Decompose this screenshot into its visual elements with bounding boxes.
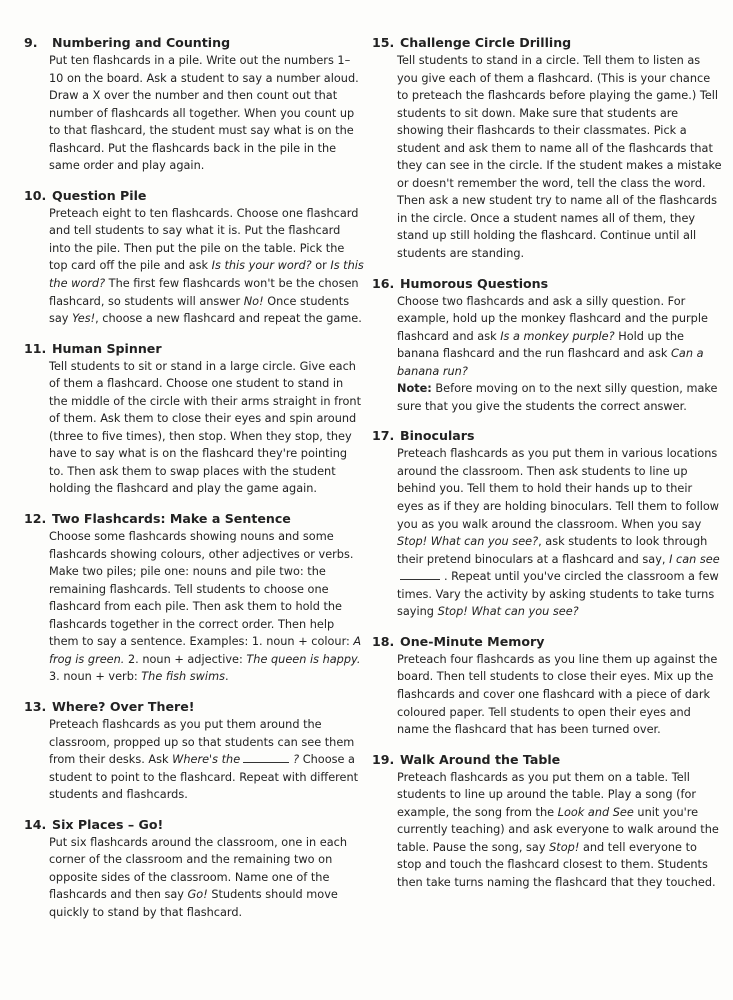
activity-number: 12. — [24, 511, 47, 527]
activity-body — [372, 651, 722, 739]
activity-section — [24, 509, 364, 686]
answer-blank — [243, 762, 289, 763]
body-text: Choose a student to point to the flashcard. Repeat with different students and flashcards. — [49, 753, 359, 802]
activity-number: 15. — [372, 35, 395, 50]
activity-title-text: Walk Around the Table — [400, 751, 561, 767]
body-text: Put six flashcards around the classroom, one in each corner of the classroom and the remaining two on opposite sides of the classroom. Name one of the flashcards and then say — [49, 835, 348, 902]
activity-title — [24, 186, 364, 205]
right-column — [372, 33, 722, 902]
activity-paragraph — [49, 205, 364, 328]
italic-text: The fish swims — [141, 670, 225, 684]
activity-title — [24, 815, 364, 834]
activity-number: 11. — [24, 340, 47, 356]
italic-text: Stop! What can you see? — [397, 535, 539, 549]
activity-title-text: Human Spinner — [52, 340, 162, 356]
activity-title — [24, 697, 364, 716]
italic-text: ? — [293, 753, 300, 767]
italic-text: Yes! — [72, 312, 96, 326]
activity-section — [24, 339, 364, 498]
italic-text: Is this the word? — [49, 259, 364, 291]
activity-paragraph — [397, 52, 722, 263]
activity-title — [24, 509, 364, 528]
activity-paragraph — [49, 358, 364, 498]
italic-text: Look and See — [557, 805, 634, 819]
body-text: Choose two flashcards and ask a silly question. For example, hold up the monkey flashcard and the purple flashcard and ask — [397, 294, 708, 343]
activity-body — [24, 528, 364, 686]
body-text: The first few flashcards won't be the chosen flashcard, so students will answer — [49, 277, 359, 308]
italic-text: Is this your word? — [211, 259, 312, 273]
activity-title — [24, 339, 364, 358]
activity-number: 18. — [372, 633, 395, 649]
italic-text: The queen is happy. — [246, 652, 361, 666]
body-text: and tell everyone to stop and touch the flashcard closest to them. Students then take turns naming the flashcard that they touched. — [397, 840, 716, 889]
italic-text: Where's the — [172, 753, 241, 767]
activity-number: 14. — [24, 816, 47, 832]
italic-text: A frog is green. — [49, 635, 362, 666]
activity-title — [24, 33, 364, 52]
activity-number: 19. — [372, 751, 395, 767]
activity-paragraph — [49, 834, 364, 922]
activity-title-text: Question Pile — [52, 187, 147, 203]
activity-title-text: Binoculars — [400, 428, 475, 444]
activity-section — [372, 750, 722, 892]
activity-number: 13. — [24, 698, 47, 714]
italic-text: Is a monkey purple? — [500, 329, 615, 343]
activity-body — [24, 52, 364, 175]
activity-section — [372, 274, 722, 416]
activity-title-text: Numbering and Counting — [52, 35, 231, 50]
body-text: or — [311, 259, 331, 273]
activity-body — [372, 445, 722, 620]
activity-paragraph — [397, 769, 722, 892]
body-text: Preteach four flashcards as you line them up against the board. Then tell students to close their eyes. Mix up the flashcards and cover one flashcard with a piece of dark coloured paper. Tell students to open their eyes and name the flashcard that has been turned over. — [397, 652, 718, 737]
body-text: 3. noun + verb: — [49, 670, 142, 684]
activity-paragraph — [49, 528, 364, 686]
body-text: , choose a new flashcard and repeat the game. — [95, 312, 362, 326]
activity-section — [24, 697, 364, 804]
body-text: . Repeat until you've circled the classroom a few times. Vary the activity by asking students to take turns saying — [397, 570, 719, 619]
activity-paragraph — [49, 716, 364, 804]
body-text: . — [224, 670, 229, 684]
body-text: Hold up the banana flashcard and the run flashcard and ask — [397, 329, 684, 361]
activity-number: 9. — [24, 35, 38, 50]
activity-title-text: Humorous Questions — [400, 275, 549, 291]
body-text: Before moving on to the next silly question, make sure that you give the students the correct answer. — [397, 382, 718, 413]
activity-section — [372, 632, 722, 739]
activity-title-text: Challenge Circle Drilling — [400, 35, 572, 50]
activity-number: 17. — [372, 428, 395, 444]
activity-section — [24, 186, 364, 328]
activity-title — [372, 426, 722, 445]
activity-body — [24, 834, 364, 922]
activity-body — [24, 205, 364, 328]
activity-title-text: One-Minute Memory — [400, 633, 545, 649]
activity-paragraph — [49, 52, 364, 175]
activity-paragraph — [397, 293, 722, 381]
body-text: Tell students to sit or stand in a large circle. Give each of them a flashcard. Choose one student to stand in the middle of the circle with their arms straight in front of them. Ask them to close their eyes and spin around (three to five times), then stop. When they stop, they have to say what is on the flashcard they're pointing to. Then ask them to swap places with the student holding the flashcard and play the game again. — [49, 359, 361, 496]
body-text: Choose some flashcards showing nouns and some flashcards showing colours, other adjectives or verbs. Make two piles; pile one: nouns and pile two: the remaining flashcards. Tell students to choose one flashcard from each pile. Then ask them to hold the flashcards together in the correct order. Then help them to say a sentence. Examples: 1. noun + colour: — [49, 530, 354, 649]
activity-title-text: Where? Over There! — [52, 698, 195, 714]
activity-title — [372, 33, 722, 52]
body-text: Tell students to stand in a circle. Tell them to listen as you give each of them a flashcard. (This is your chance to preteach the flashcards before playing the game.) Tell students to sit down. Make sure that students are showing their flashcards to their classmates. Pick a student and ask them to name all of the flashcards that they can see in the circle. If the student makes a mistake or doesn't remember the word, tell the class the word. Then ask a new student try to name all of the flashcards in the circle. Once a student names all of them, they stand up still holding the flashcard. Continue until all students are standing. — [397, 54, 722, 261]
italic-text: Can a banana run? — [397, 347, 704, 378]
activity-title — [372, 632, 722, 651]
body-text: Preteach flashcards as you put them on a table. Tell students to line up around the table. Play a song (for example, the song from the — [397, 770, 697, 819]
body-text: Students should move quickly to stand by that flashcard. — [49, 888, 338, 919]
activity-body — [372, 769, 722, 892]
activity-section — [24, 815, 364, 922]
body-text: Preteach eight to ten flashcards. Choose one flashcard and tell students to say what it is. Put the flashcard into the pile. Then put the pile on the table. Pick the top card off the pile and ask — [49, 206, 359, 273]
activity-paragraph — [397, 445, 722, 620]
activity-body — [24, 358, 364, 498]
activity-body — [372, 293, 722, 416]
body-text: unit you're currently teaching) and ask everyone to walk around the table. Pause the song, say — [397, 805, 719, 854]
body-text: 2. noun + adjective: — [124, 652, 247, 666]
body-text: Put ten flashcards in a pile. Write out the numbers 1–10 on the board. Ask a student to say a number aloud. Draw a X over the number and then count out that number of flashcards all together. When you count up to that flashcard, the student must say what is on the flashcard. Put the flashcards back in the pile in the same order and play again. — [49, 54, 359, 173]
bold-text: Note: — [397, 382, 432, 396]
italic-text: Stop! What can you see? — [437, 605, 579, 619]
activity-section — [372, 426, 722, 620]
body-text: Preteach flashcards as you put them in various locations around the classroom. Then ask students to line up behind you. Tell them to hold their hands up to their eyes as if they are holding binoculars. Tell them to follow you as you walk around the classroom. When you say — [397, 447, 719, 531]
activity-title-text: Two Flashcards: Make a Sentence — [52, 511, 291, 527]
italic-text: Stop! — [549, 840, 580, 854]
left-column — [24, 33, 364, 932]
activity-number: 10. — [24, 187, 47, 203]
italic-text: No! — [243, 294, 264, 308]
activity-paragraph — [397, 651, 722, 739]
italic-text: Go! — [187, 888, 208, 902]
activity-section — [24, 33, 364, 175]
activity-number: 16. — [372, 275, 395, 291]
activity-title — [372, 750, 722, 769]
activity-body — [372, 52, 722, 263]
activity-body — [24, 716, 364, 804]
activity-title — [372, 274, 722, 293]
activity-paragraph — [397, 380, 722, 415]
answer-blank — [400, 579, 440, 580]
activity-title-text: Six Places – Go! — [52, 816, 164, 832]
body-text: , ask students to look through their pretend binoculars at a flashcard and say, — [397, 535, 708, 566]
activity-section — [372, 33, 722, 263]
italic-text: I can see — [669, 552, 720, 566]
body-text: Preteach flashcards as you put them around the classroom, propped up so that students can see them from their desks. Ask — [49, 717, 355, 767]
body-text: Once students say — [49, 294, 350, 326]
